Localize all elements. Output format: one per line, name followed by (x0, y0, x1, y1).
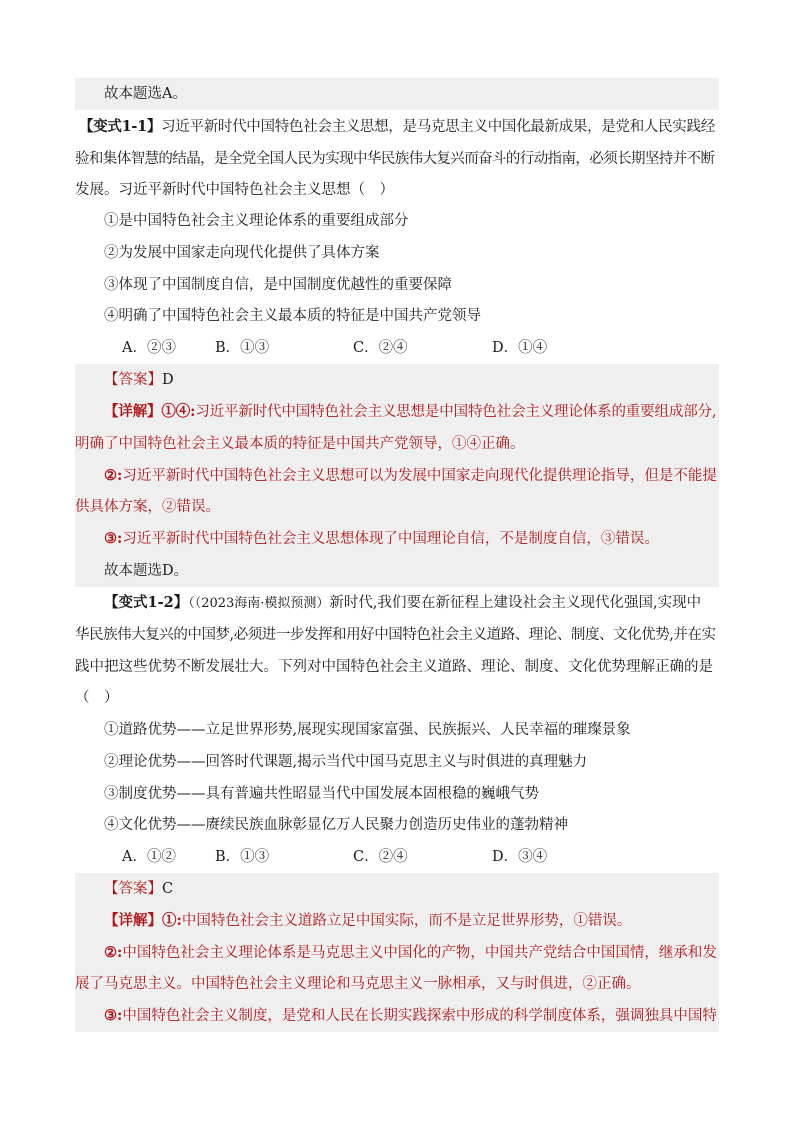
q2-statement: ①道路优势——立足世界形势,展现实现国家富强、民族振兴、人民幸福的璀璨景象 (104, 722, 631, 738)
q1-answer (75, 364, 719, 396)
q2-statement: ④文化优势——赓续民族血脉彰显亿万人民聚力创造历史伟业的蓬勃精神 (104, 817, 568, 833)
q2-detail-line1: 【详解】①:中国特色社会主义道路立足中国实际，而不是立足世界形势，①错误。 (75, 905, 719, 937)
q1-option-d: D．①④ (492, 340, 548, 356)
q1-option-c: C．②④ (353, 340, 408, 356)
q1-answer-label: 【答案】 (104, 372, 162, 388)
q1-detail-line2: 明确了中国特色社会主义最本质的特征是中国共产党领导，①④正确。 (75, 428, 719, 460)
prev-conclusion: 故本题选A。 (75, 78, 719, 110)
q2-detail-line3: 展了马克思主义。中国特色社会主义理论和马克思主义一脉相承，又与时俱进，②正确。 (75, 968, 719, 1000)
q1-option-a: A．②③ (122, 340, 176, 356)
q2-source: （（2023海南·模拟预测） (188, 596, 330, 611)
q2-detail-line2: ②:中国特色社会主义理论体系是马克思主义中国化的产物，中国共产党结合中国国情，继承和发 (75, 937, 719, 969)
q2-option-a: A．①② (122, 849, 176, 865)
q1-options (75, 332, 719, 364)
q1-stem-line3: 发展。习近平新时代中国特色社会主义思想（ ） (75, 182, 394, 198)
q2-option-d: D．③④ (492, 849, 548, 865)
q1-conclusion: 故本题选D。 (75, 555, 719, 587)
q1-statement: ③体现了中国制度自信，是中国制度优越性的重要保障 (104, 277, 452, 293)
q1-answer-value: D (162, 372, 174, 388)
q2-statement: ③制度优势——具有普遍共性昭显当代中国发展本固根稳的巍峨气势 (104, 786, 539, 802)
q2-detail-line4: ③:中国特色社会主义制度，是党和人民在长期实践探索中形成的科学制度体系，强调独具中国特 (75, 1000, 719, 1032)
q1-statement: ②为发展中国家走向现代化提供了具体方案 (104, 245, 380, 261)
q1-stem-line1: 【变式1-1】习近平新时代中国特色社会主义思想，是马克思主义中国化最新成果，是党和人民实践经 (79, 118, 715, 135)
q1-detail-line4: 供具体方案，②错误。 (75, 491, 719, 523)
q1-statement: ④明确了中国特色社会主义最本质的特征是中国共产党领导 (104, 308, 481, 324)
q2-stem-line2: 华民族伟大复兴的中国梦,必须进一步发挥和用好中国特色社会主义道路、理论、制度、文化优势,并在实 (75, 627, 716, 643)
q2-stem-line4: （ ） (75, 690, 119, 706)
q2-statement: ②理论优势——回答时代课题,揭示当代中国马克思主义与时俱进的真理魅力 (104, 754, 588, 770)
q2-option-c: C．②④ (353, 849, 408, 865)
q2-stem-line1: 【变式1-2】（（2023海南·模拟预测）新时代,我们要在新征程上建设社会主义现代化强国,实现中 (104, 594, 702, 611)
q1-label: 【变式1-1】 (79, 118, 162, 135)
q2-stem-line3: 践中把这些优势不断发展壮大。下列对中国特色社会主义道路、理论、制度、文化优势理解正确的是 (75, 659, 713, 675)
q1-option-b: B．①③ (215, 340, 270, 356)
q1-detail-line1: 【详解】①④:习近平新时代中国特色社会主义思想是中国特色社会主义理论体系的重要组成部分, (75, 396, 719, 428)
q2-answer-value: C (162, 881, 174, 897)
q1-detail-line5: ③:习近平新时代中国特色社会主义思想体现了中国理论自信，不是制度自信，③错误。 (75, 523, 719, 555)
q1-statement: ①是中国特色社会主义理论体系的重要组成部分 (104, 213, 409, 229)
q2-options (75, 841, 719, 873)
q1-stem-line2: 验和集体智慧的结晶，是全党全国人民为实现中华民族伟大复兴而奋斗的行动指南，必须长期坚持并不断 (75, 151, 715, 167)
q2-answer (75, 873, 719, 905)
q2-answer-label: 【答案】 (104, 881, 162, 897)
q2-label: 【变式1-2】 (104, 594, 189, 611)
q1-detail-line3: ②:习近平新时代中国特色社会主义思想可以为发展中国家走向现代化提供理论指导，但是不能提 (75, 460, 719, 492)
q2-option-b: B．①③ (215, 849, 270, 865)
